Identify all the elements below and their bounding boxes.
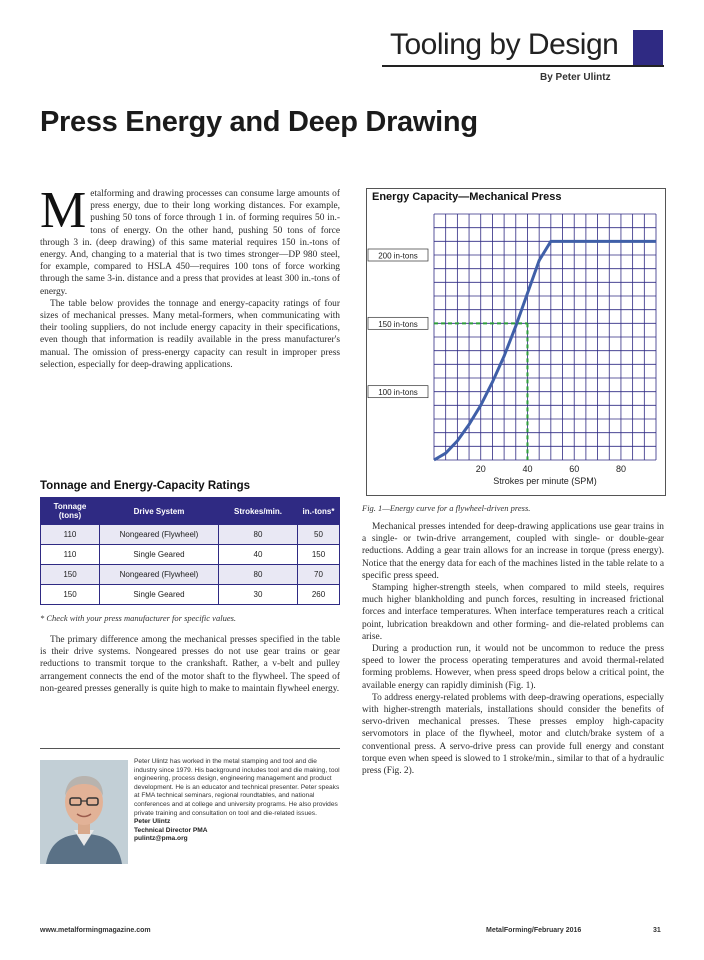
energy-capacity-chart (366, 204, 664, 494)
right-column-text (362, 521, 664, 777)
table-title: Tonnage and Energy-Capacity Ratings (40, 480, 251, 492)
header-drive-system: Drive System (100, 498, 219, 525)
author-portrait-illustration (40, 760, 128, 864)
header-tonnage: Tonnage (tons) (41, 498, 100, 525)
ratings-table (40, 497, 340, 605)
chart-x-tick-label: 60 (569, 464, 580, 474)
author-photo (40, 760, 128, 864)
footer-issue: MetalForming/February 2016 (486, 927, 582, 934)
table-cell: 150 (41, 565, 100, 585)
author-name: Peter Ulintz (134, 818, 171, 826)
table-row (41, 545, 340, 565)
author-email: pulintz@pma.org (134, 835, 188, 843)
footer-url: www.metalformingmagazine.com (40, 927, 151, 934)
left-column-lower-text (40, 634, 340, 695)
chart-x-axis-label: Strokes per minute (SPM) (493, 476, 597, 486)
paragraph-servo: To address energy-related problems with deep-drawing operations, especially with higher-strength materials, installations should consider the benefits of servo-driven mechanical presses. These presses employ high-capacity servomotors in place of the flywheel, motor and clutch/brake system of a conventional press. A servo-drive press can provide full energy and constant torque even when speed is slowed to 1 stroke/min., similar to that of a hydraulic press (Fig. 2). (362, 692, 664, 777)
paragraph-intro-text: etalforming and drawing processes can consume large amounts of press energy, due to their long working distances. For example, pushing 50 tons of force through 1 in. of forming requires 50 in.-tons of energy. On the other hand, pushing 50 tons of force through 3 in. (deep drawing) of this same material requires 150 in.-tons of energy. And, changing to a material that is two times stronger—DP 980 steel, for example, compared to HSLA 450—requires 100 tons of force working through the same 3-in. distance and a press that provides at least 300 in.-tons of energy. (40, 189, 340, 297)
table-cell: Nongeared (Flywheel) (100, 525, 219, 545)
table-header-row (41, 498, 340, 525)
page-number: 31 (653, 927, 661, 934)
left-column-text (40, 182, 340, 371)
table-row (41, 525, 340, 545)
chart-x-tick-label: 20 (475, 464, 486, 474)
table-cell: 150 (298, 545, 340, 565)
header-strokes: Strokes/min. (219, 498, 298, 525)
header-rule (382, 65, 664, 67)
byline: By Peter Ulintz (540, 72, 611, 83)
paragraph-intro (40, 182, 340, 298)
paragraph-table-intro: The table below provides the tonnage and energy-capacity ratings of four sizes of mechanical presses. Many metal-formers, when communicating with their tooling suppliers, do not include energy capacity in their specifications, even though that information is readily available in the press manufacturer's manual. The omission of press-energy capacity can result in improper press selection, especially for deep-drawing applications. (40, 298, 340, 370)
table-row (41, 565, 340, 585)
column-title: Tooling by Design (390, 28, 619, 61)
table-cell: 110 (41, 545, 100, 565)
table-cell: 110 (41, 525, 100, 545)
table-cell: 80 (219, 525, 298, 545)
table-cell: 40 (219, 545, 298, 565)
table-cell: 30 (219, 585, 298, 605)
header-in-tons: in.-tons* (298, 498, 340, 525)
chart-y-tick-label: 200 in-tons (378, 251, 418, 261)
author-title: Technical Director PMA (134, 826, 208, 834)
table-cell: Single Geared (100, 585, 219, 605)
table-cell: 150 (41, 585, 100, 605)
table-cell: 70 (298, 565, 340, 585)
paragraph-friction: Stamping higher-strength steels, when compared to mild steels, requires much higher blankholding and punch forces, resulting in increased frictional forces and interface temperatures. When interface temperatures reach a critical point, lubrication breakdown and other forming- and die-related problems can arise. (362, 583, 664, 642)
paragraph-drive-systems: The primary difference among the mechanical presses specified in the table is their drive systems. Nongeared presses do not use gear trains or gear reductions to transmit torque to the crankshaft. Rather, a v-belt and pulley arrangement connects the end of the motor shaft to the flywheel. The speed of non-geared presses generally is quite high to make to maintain flywheel energy. (40, 635, 340, 694)
table-cell: Single Geared (100, 545, 219, 565)
bio-text: Peter Ulintz has worked in the metal stamping and tool and die industry since 1979. His background includes tool and die making, tool engineering, process design, engineering management and product development. He is an educator and technical presenter. Peter speaks at FMA technical seminars, regional roundtables, and national conferences and at college and university programs. He also provides private training and consultation on tool and die-related issues. (134, 758, 340, 817)
article-headline: Press Energy and Deep Drawing (40, 106, 478, 138)
table-footnote: * Check with your press manufacturer for specific values. (40, 613, 237, 623)
paragraph-press-speed: During a production run, it would not be uncommon to reduce the press speed to lower the process operating temperatures and avoid thermal-related forming problems. However, when press speed drops below a critical point, the available energy can rapidly diminish (Fig. 1). (362, 644, 664, 691)
column-title-accent-block (633, 30, 663, 66)
table-cell: 80 (219, 565, 298, 585)
bio-divider (40, 748, 340, 749)
chart-x-tick-label: 40 (522, 464, 533, 474)
chart-y-tick-label: 100 in-tons (378, 388, 418, 398)
chart-x-tick-label: 80 (615, 464, 626, 474)
table-cell: Nongeared (Flywheel) (100, 565, 219, 585)
table-cell: 50 (298, 525, 340, 545)
chart-y-tick-label: 150 in-tons (378, 319, 418, 329)
author-bio (134, 758, 340, 844)
paragraph-gear-trains: Mechanical presses intended for deep-drawing applications use gear trains in a single- or twin-drive arrangement, coupled with single- or double-gear reductions. Adding a gear train allows for an increase in torque (press energy). Notice that the energy data for each of the machines listed in the table relate to a specific press speed. (362, 522, 664, 581)
chart-title: Energy Capacity—Mechanical Press (372, 191, 562, 203)
table-cell: 260 (298, 585, 340, 605)
figure-caption: Fig. 1—Energy curve for a flywheel-driven press. (362, 503, 531, 513)
dropcap: M (40, 182, 87, 239)
table-row (41, 585, 340, 605)
